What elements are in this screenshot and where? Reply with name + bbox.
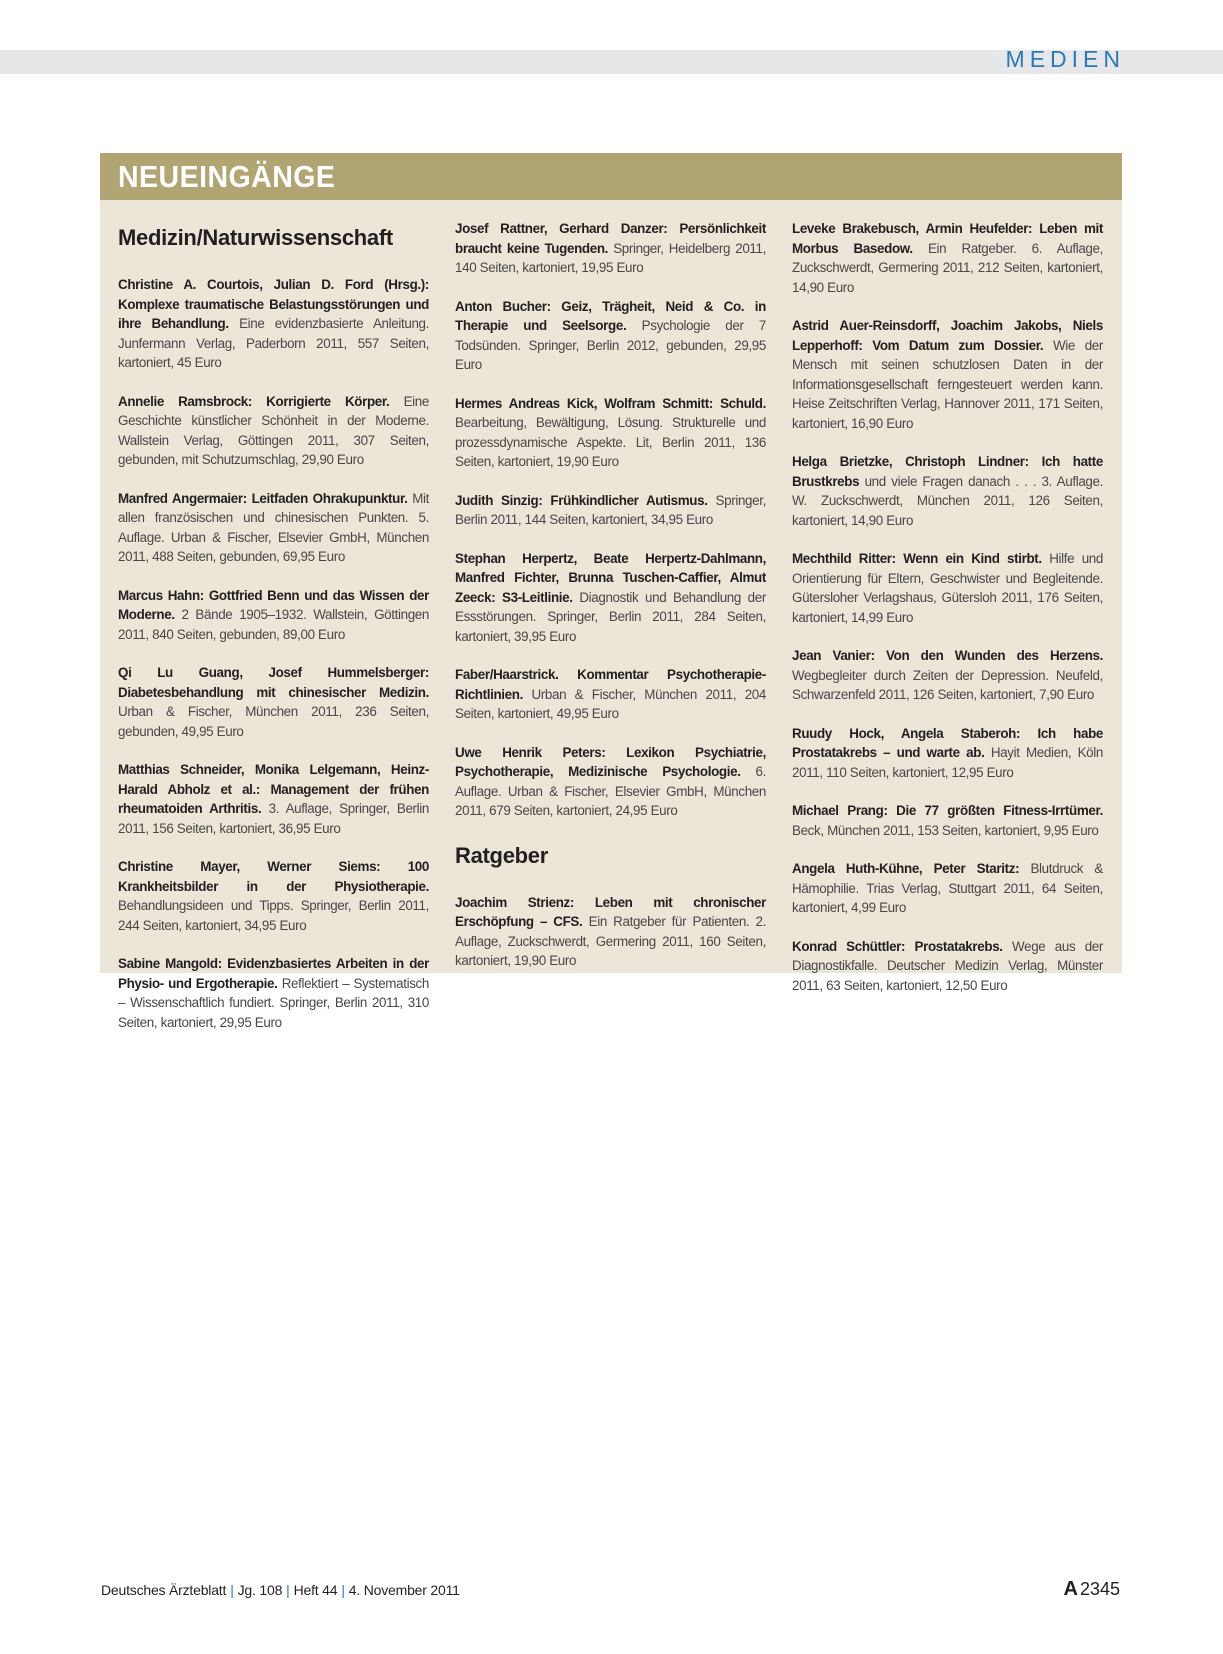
heading-medicine: Medizin/Naturwissenschaft (118, 225, 393, 250)
heading-guidebook: Ratgeber (455, 842, 548, 868)
footer-separator: | (230, 1582, 234, 1598)
book-title: Judith Sinzig: Frühkindlicher Autismus. (455, 492, 708, 508)
footer (101, 1582, 460, 1598)
book-entry (118, 857, 429, 935)
book-details: Hilfe und Orientierung für Eltern, Geschwister und Begleitende. Gütersloher Verlagshaus, Gütersloh 2011, 176 Seiten, kartoniert, 14,99 Euro (792, 551, 1103, 625)
book-title: Josef Rattner, Gerhard Danzer: Persönlichkeit braucht keine Tugenden. (455, 221, 766, 256)
book-title: Leveke Brakebusch, Armin Heufelder: Leben mit Morbus Basedow. (792, 221, 1103, 256)
book-details: Eine evidenzbasierte Anleitung. Junfermann Verlag, Paderborn 2011, 557 Seiten, kartoniert, 45 Euro (118, 316, 430, 370)
book-entry (792, 316, 1103, 433)
book-details: Reflektiert – Systematisch – Wissenschaftlich fundiert. Springer, Berlin 2011, 310 Seiten, kartoniert, 29,95 Euro (118, 975, 429, 1030)
book-entry (455, 549, 766, 647)
book-entry (455, 219, 766, 278)
book-entry (118, 954, 429, 1032)
book-details: Psychologie der 7 Todsünden. Springer, Berlin 2012, gebunden, 29,95 Euro (455, 318, 766, 372)
footer-volume: Jg. 108 (237, 1582, 283, 1598)
page-prefix: A (1063, 1578, 1078, 1600)
book-details: 6. Auflage. Urban & Fischer, Elsevier GmbH, München 2011, 679 Seiten, kartoniert, 24,95 Euro (455, 764, 766, 818)
book-entry (792, 452, 1103, 530)
book-title: Angela Huth-Kühne, Peter Staritz: (792, 861, 1020, 876)
book-details: und viele Fragen danach . . . 3. Auflage. W. Zuckschwerdt, München 2011, 126 Seiten, kartoniert, 14,90 Euro (792, 473, 1103, 528)
book-entry (118, 392, 429, 470)
book-entry (118, 489, 429, 567)
column-medicine (118, 225, 429, 1051)
book-entry (455, 743, 766, 821)
book-details: Wege aus der Diagnostikfalle. Deutscher Medizin Verlag, Münster 2011, 63 Seiten, kartoniert, 12,50 Euro (792, 938, 1104, 993)
book-details: Hayit Medien, Köln 2011, 110 Seiten, kartoniert, 12,95 Euro (792, 745, 1103, 780)
book-title: Joachim Strienz: Leben mit chronischer Erschöpfung – CFS. (455, 894, 766, 929)
book-entry (455, 297, 766, 375)
book-title: Hermes Andreas Kick, Wolfram Schmitt: Schuld. (455, 395, 766, 411)
book-title: Manfred Angermaier: Leitfaden Ohrakupunktur. (118, 490, 408, 506)
book-title: Anton Bucher: Geiz, Trägheit, Neid & Co. in Therapie und Seelsorge. (455, 298, 766, 333)
book-details: Springer, Berlin 2011, 144 Seiten, kartoniert, 34,95 Euro (455, 492, 766, 527)
section-label: MEDIEN (1005, 46, 1125, 72)
book-details: Ein Ratgeber für Patienten. 2. Auflage, Zuckschwerdt, Germering 2011, 160 Seiten, kartoniert, 19,90 Euro (455, 914, 766, 968)
book-details: Wegbegleiter durch Zeiten der Depression. Neufeld, Schwarzenfeld 2011, 126 Seiten, kartoniert, 7,90 Euro (792, 667, 1103, 702)
book-title: Stephan Herpertz, Beate Herpertz-Dahlmann, Manfred Fichter, Brunna Tuschen-Caffier, Almut Zeeck: S3-Leitlinie. (455, 550, 766, 605)
footer-issue: Heft 44 (293, 1582, 338, 1598)
box-header (100, 153, 1122, 200)
book-details: 2 Bände 1905–1932. Wallstein, Göttingen 2011, 840 Seiten, gebunden, 89,00 Euro (118, 607, 429, 642)
book-title: Ruudy Hock, Angela Staberoh: Ich habe Prostatakrebs – und warte ab. (792, 725, 1103, 760)
book-details: Behandlungsideen und Tipps. Springer, Berlin 2011, 244 Seiten, kartoniert, 34,95 Euro (118, 898, 429, 933)
book-details: Beck, München 2011, 153 Seiten, kartoniert, 9,95 Euro (792, 822, 1099, 838)
book-title: Matthias Schneider, Monika Lelgemann, Heinz-Harald Abholz et al.: Management der frühen rheumatoiden Arthritis. (118, 762, 429, 816)
book-entry (792, 219, 1103, 297)
book-entry (118, 760, 429, 838)
book-title: Michael Prang: Die 77 größten Fitness-Irrtümer. (792, 803, 1103, 818)
book-title: Uwe Henrik Peters: Lexikon Psychiatrie, Psychotherapie, Medizinische Psychologie. (455, 744, 766, 779)
book-entry (118, 586, 429, 645)
entry-list (455, 893, 766, 971)
page-number (1064, 1578, 1121, 1601)
footer-separator: | (341, 1582, 345, 1598)
book-details: Diagnostik und Behandlung der Essstörungen. Springer, Berlin 2011, 284 Seiten, kartoniert, 39,95 Euro (455, 589, 766, 644)
book-title: Qi Lu Guang, Josef Hummelsberger: Diabetesbehandlung mit chinesischer Medizin. (118, 665, 429, 700)
book-details: 3. Auflage, Springer, Berlin 2011, 156 Seiten, kartoniert, 36,95 Euro (118, 801, 429, 836)
book-details: Urban & Fischer, München 2011, 204 Seiten, kartoniert, 49,95 Euro (455, 686, 766, 721)
book-details: Eine Geschichte künstlicher Schönheit in der Moderne. Wallstein Verlag, Göttingen 2011, 307 Seiten, gebunden, mit Schutzumschlag, 29,90 Euro (118, 393, 429, 467)
book-details: Blutdruck & Hämophilie. Trias Verlag, Stuttgart 2011, 64 Seiten, kartoniert, 4,99 Euro (792, 861, 1103, 915)
book-details: Wie der Mensch mit seinen schutzlosen Daten in der Informationsgesellschaft ferngesteuert werden kann. Heise Zeitschriften Verlag, Hannover 2011, 171 Seiten, kartoniert, 16,90 Euro (792, 337, 1104, 431)
book-entry (455, 893, 766, 971)
footer-journal: Deutsches Ärzteblatt (101, 1582, 227, 1598)
book-entry (792, 937, 1103, 996)
entry-list (455, 219, 766, 821)
entry-list (792, 219, 1103, 995)
book-entry (792, 724, 1103, 783)
book-title: Jean Vanier: Von den Wunden des Herzens. (792, 648, 1103, 663)
box-title: NEUEINGÄNGE (118, 159, 336, 194)
book-details: Springer, Heidelberg 2011, 140 Seiten, kartoniert, 19,95 Euro (455, 240, 766, 275)
footer-separator: | (286, 1582, 290, 1598)
book-title: Konrad Schüttler: Prostatakrebs. (792, 938, 1003, 954)
book-entry (792, 801, 1103, 840)
book-details: Urban & Fischer, München 2011, 236 Seiten, gebunden, 49,95 Euro (118, 704, 429, 739)
entry-list (118, 275, 429, 1032)
column-right (792, 219, 1103, 1014)
book-details: Ein Ratgeber. 6. Auflage, Zuckschwerdt, Germering 2011, 212 Seiten, kartoniert, 14,90 Euro (792, 240, 1103, 295)
book-title: Marcus Hahn: Gottfried Benn und das Wissen der Moderne. (118, 587, 429, 622)
book-entry (118, 663, 429, 741)
book-title: Faber/Haarstrick. Kommentar Psychotherapie-Richtlinien. (455, 667, 766, 702)
column-middle (455, 219, 766, 990)
new-arrivals-box (100, 153, 1122, 1030)
book-entry (118, 275, 429, 373)
book-details: Bearbeitung, Bewältigung, Lösung. Strukturelle und prozessdynamische Aspekte. Lit, Berlin 2011, 136 Seiten, kartoniert, 19,90 Euro (455, 415, 766, 469)
page-number-value: 2345 (1079, 1579, 1120, 1599)
book-entry (455, 491, 766, 530)
book-entry (455, 665, 766, 724)
book-title: Sabine Mangold: Evidenzbasiertes Arbeiten in der Physio- und Ergotherapie. (118, 956, 429, 991)
book-title: Astrid Auer-Reinsdorff, Joachim Jakobs, Niels Lepperhoff: Vom Datum zum Dossier. (792, 318, 1103, 353)
book-title: Christine Mayer, Werner Siems: 100 Krankheitsbilder in der Physiotherapie. (118, 859, 429, 894)
book-title: Annelie Ramsbrock: Korrigierte Körper. (118, 393, 390, 409)
book-entry (792, 646, 1103, 705)
book-entry (792, 549, 1103, 627)
book-entry (792, 859, 1103, 918)
book-details: Mit allen französischen und chinesischen Punkten. 5. Auflage. Urban & Fischer, Elsevier GmbH, München 2011, 488 Seiten, gebunden, 69,95 Euro (118, 490, 429, 564)
book-title: Christine A. Courtois, Julian D. Ford (Hrsg.): Komplexe traumatische Belastungsstörungen und ihre Behandlung. (118, 277, 429, 331)
book-entry (455, 394, 766, 472)
book-title: Helga Brietzke, Christoph Lindner: Ich hatte Brustkrebs (792, 454, 1103, 489)
book-title: Mechthild Ritter: Wenn ein Kind stirbt. (792, 551, 1042, 566)
footer-date: 4. November 2011 (348, 1582, 460, 1598)
